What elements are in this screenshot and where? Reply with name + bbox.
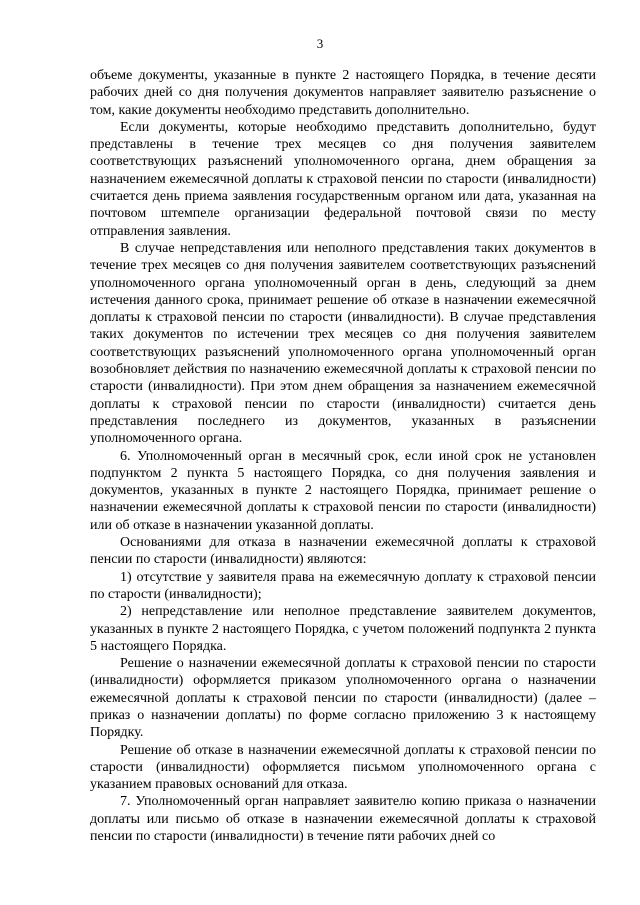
page-number: 3 [316, 36, 324, 51]
paragraph-refusal-grounds: Основаниями для отказа в назначении ежемесячной доплаты к страховой пенсии по старости (инвалидности) являются: [90, 535, 596, 568]
paragraph-continuation: объеме документы, указанные в пункте 2 настоящего Порядка, в течение десяти рабочих дней со дня получения документов направляет заявителю разъяснение о том, какие документы необходимо представить дополнительно. [90, 68, 596, 118]
paragraph-item-6: 6. Уполномоченный орган в месячный срок, если иной срок не установлен подпунктом 2 пункта 5 настоящего Порядка, со дня получения заявления и документов, указанных в пункте 2 настоящего Порядка, принимает решение о назначении ежемесячной доплаты к страховой пенсии по старости (инвалидности) или об отказе в назначении указанной доплаты. [90, 448, 596, 533]
paragraph-refusal-decision: Решение об отказе в назначении ежемесячной доплаты к страховой пенсии по старости (инвалидности) оформляется письмом уполномоченного органа с указанием правовых оснований для отказа. [90, 742, 596, 793]
paragraph-ground-1: 1) отсутствие у заявителя права на ежемесячную доплату к страховой пенсии по старости (инвалидности); [90, 569, 596, 602]
paragraph-non-submission: В случае непредставления или неполного представления таких документов в течение трех месяцев со дня получения заявителем соответствующих разъяснений уполномоченного органа уполномоченный орган в день, следующий за днем истечения данного срока, принимает решение об отказе в назначении ежемесячной доплаты к страховой пенсии по старости (инвалидности). В случае представления таких документов по истечении трех месяцев со дня получения заявителем соответствующих разъяснений уполномоченного органа уполномоченный орган возобновляет действия по назначению ежемесячной доплаты к страховой пенсии по старости (инвалидности). При этом днем обращения за назначением ежемесячной доплаты к страховой пенсии по старости (инвалидности) считается день представления последнего из документов, указанных в разъяснении уполномоченного органа. [90, 240, 596, 447]
paragraph-additional-documents: Если документы, которые необходимо представить дополнительно, будут представлены в течение трех месяцев со дня получения заявителем соответствующих разъяснений уполномоченного органа, днем обращения за назначением ежемесячной доплаты к страховой пенсии по старости (инвалидности) считается день приема заявления государственным органом или дата, указанная на почтовом штемпеле организации федеральной почтовой связи по месту отправления заявления. [90, 119, 596, 239]
paragraph-item-7: 7. Уполномоченный орган направляет заявителю копию приказа о назначении доплаты или письмо об отказе в назначении ежемесячной доплаты к страховой пенсии по старости (инвалидности) в течение пяти рабочих дней со [90, 794, 596, 845]
paragraph-assignment-decision: Решение о назначении ежемесячной доплаты к страховой пенсии по старости (инвалидности) оформляется приказом уполномоченного органа о назначении ежемесячной доплаты к страховой пенсии по старости (инвалидности) (далее – приказ о назначении доплаты) по форме согласно приложению 3 к настоящему Порядку. [90, 656, 596, 741]
document-body [90, 67, 596, 845]
paragraph-ground-2: 2) непредставление или неполное представление заявителем документов, указанных в пункте 2 настоящего Порядка, с учетом положений подпункта 2 пункта 5 настоящего Порядка. [90, 604, 596, 654]
